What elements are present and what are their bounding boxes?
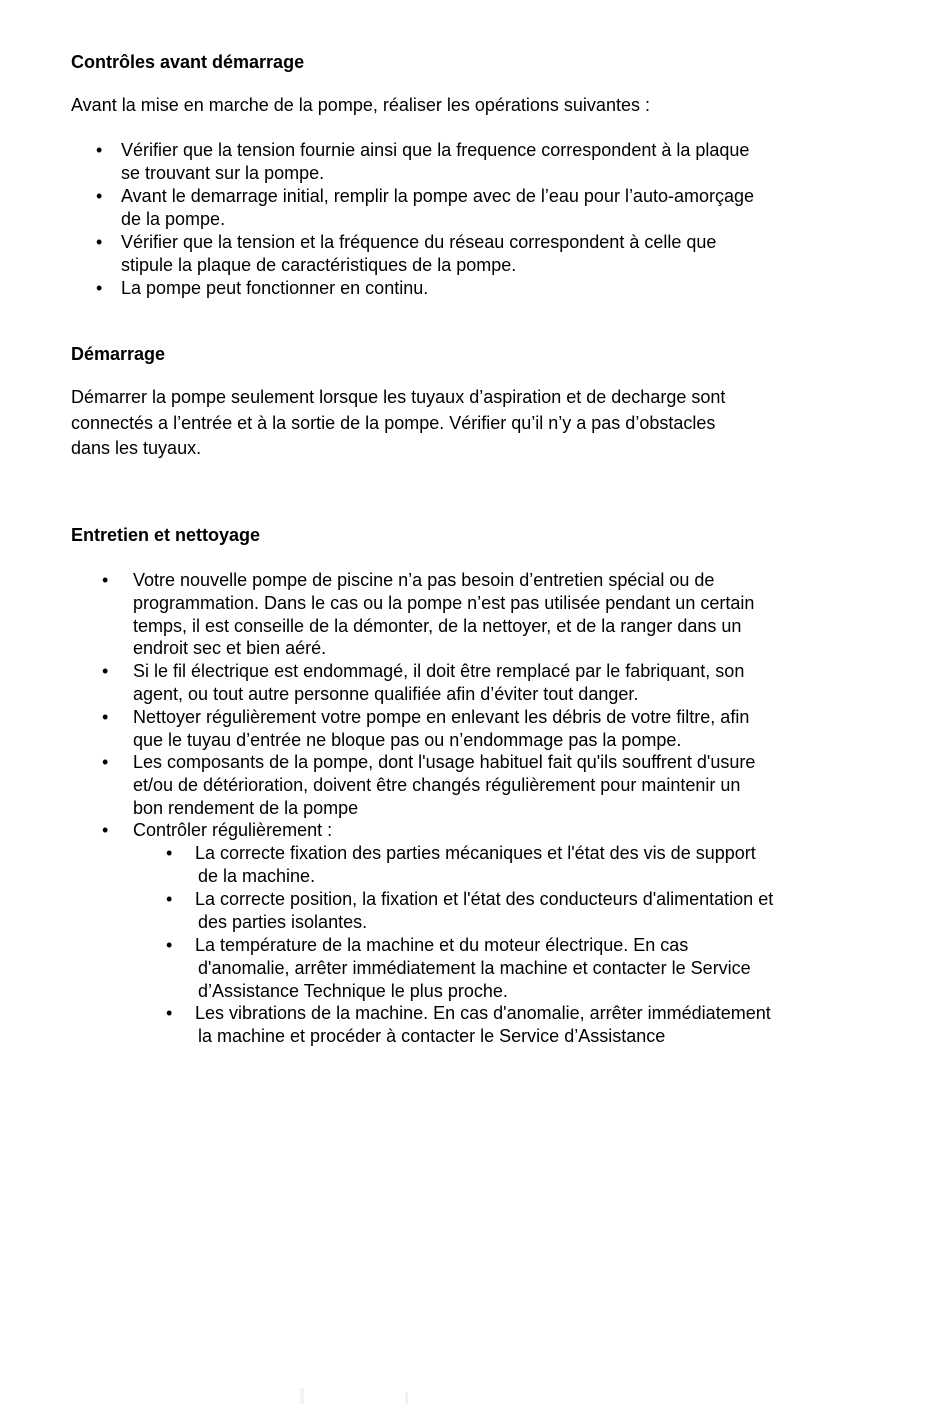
sub-list-item: Les vibrations de la machine. En cas d'anomalie, arrêter immédiatement la machine et procéder à contacter le Service d’Assistance [195,1003,771,1046]
section-intro: Avant la mise en marche de la pompe, réaliser les opérations suivantes : [71,95,650,115]
list-item: Votre nouvelle pompe de piscine n’a pas besoin d’entretien spécial ou de programmation. Dans le cas ou la pompe n’est pas utilisée pendant un certain temps, il est conseille de la démonter, de la nettoyer, et de la ranger dans un endroit sec et bien aéré. [133,570,755,659]
sub-bullet-marker: • [166,935,173,955]
list-item: Vérifier que la tension fournie ainsi que la frequence correspondent à la plaque se trouvant sur la pompe. [121,140,750,183]
sub-list-item: La température de la machine et du moteur électrique. En cas d'anomalie, arrêter immédiatement la machine et contacter le Service d’Assistance Technique le plus proche. [195,935,751,1001]
list-item: La pompe peut fonctionner en continu. [121,278,429,298]
section-heading-controles: Contrôles avant démarrage [71,52,305,72]
section-heading-entretien: Entretien et nettoyage [71,525,261,545]
list-item: Contrôler régulièrement : [133,820,333,840]
sub-list-item: La correcte fixation des parties mécaniques et l'état des vis de support de la machine. [195,843,756,886]
scan-artifact [300,1388,304,1404]
bullet-marker: • [96,278,103,298]
scan-artifact [405,1392,408,1404]
bullet-marker: • [102,707,109,727]
section-heading-demarrage: Démarrage [71,344,166,364]
bullet-marker: • [102,752,109,772]
bullet-marker: • [96,140,103,160]
list-item: Vérifier que la tension et la fréquence du réseau correspondent à celle que stipule la plaque de caractéristiques de la pompe. [121,232,717,275]
sub-bullet-marker: • [166,1003,173,1023]
list-item: Avant le demarrage initial, remplir la pompe avec de l’eau pour l’auto-amorçage de la pompe. [121,186,755,229]
bullet-marker: • [96,232,103,252]
list-item: Nettoyer régulièrement votre pompe en enlevant les débris de votre filtre, afin que le tuyau d’entrée ne bloque pas ou n’endommage pas la pompe. [133,707,750,750]
sub-list-item: La correcte position, la fixation et l'état des conducteurs d'alimentation et des parties isolantes. [195,889,774,932]
list-item: Si le fil électrique est endommagé, il doit être remplacé par le fabriquant, son agent, ou tout autre personne qualifiée afin d’éviter tout danger. [133,661,745,704]
section-paragraph: Démarrer la pompe seulement lorsque les tuyaux d’aspiration et de decharge sont connectés a l’entrée et à la sortie de la pompe. Vérifier qu’il n’y a pas d’obstacles dans les tuyaux. [71,387,726,458]
sub-bullet-marker: • [166,889,173,909]
sub-bullet-marker: • [166,843,173,863]
bullet-marker: • [102,661,109,681]
bullet-marker: • [102,820,109,840]
bullet-marker: • [96,186,103,206]
list-item: Les composants de la pompe, dont l'usage habituel fait qu'ils souffrent d'usure et/ou de détérioration, doivent être changés régulièrement pour maintenir un bon rendement de la pompe [133,752,756,818]
bullet-marker: • [102,570,109,590]
